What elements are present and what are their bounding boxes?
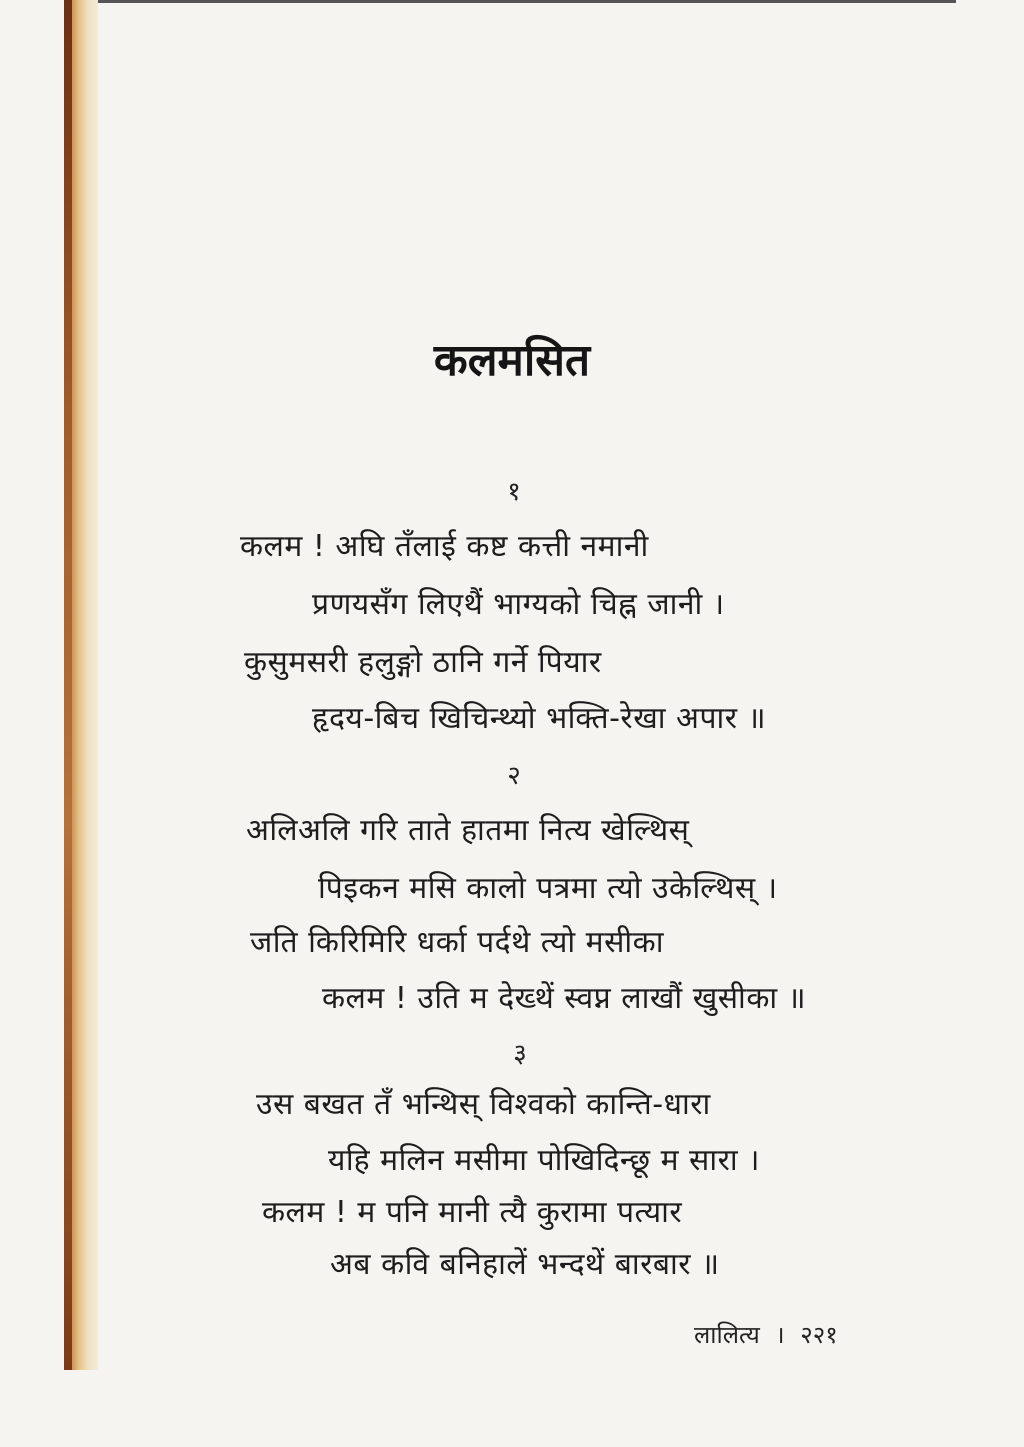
stanza-number: १	[507, 477, 521, 507]
poem-line: जति किरिमिरि धर्का पर्दथे त्यो मसीका	[250, 925, 664, 960]
page-number: २२१	[800, 1321, 838, 1349]
poem-line: कुसुमसरी हलुङ्गो ठानि गर्ने पियार	[244, 645, 602, 680]
page-top-edge	[96, 0, 956, 3]
page-footer	[694, 1318, 838, 1351]
stanza-number: ३	[513, 1039, 527, 1069]
book-title: लालित्य	[694, 1321, 760, 1349]
poem-line: कलम ! म पनि मानी त्यै कुरामा पत्यार	[262, 1195, 683, 1230]
poem-line: हृदय-बिच खिचिन्थ्यो भक्ति-रेखा अपार ॥	[312, 701, 767, 736]
poem-line: प्रणयसँग लिएथैं भाग्यको चिह्न जानी ।	[312, 587, 725, 622]
poem-line: अलिअलि गरि ताते हातमा नित्य खेल्थिस्	[246, 813, 690, 848]
footer-separator: ।	[775, 1321, 785, 1349]
poem-line: कलम ! उति म देख्थें स्वप्न लाखौं खुसीका ॥	[322, 981, 807, 1016]
poem-line: यहि मलिन मसीमा पोखिदिन्छू म सारा ।	[328, 1143, 761, 1178]
poem-title: कलमसित	[433, 335, 591, 386]
poem-line: कलम ! अघि तँलाई कष्ट कत्ती नमानी	[240, 529, 649, 564]
poem-line: पिइकन मसि कालो पत्रमा त्यो उकेल्थिस् ।	[318, 871, 778, 906]
poem-line: उस बखत तँ भन्थिस् विश्वको कान्ति-धारा	[256, 1087, 711, 1122]
book-spine-edge	[64, 0, 72, 1370]
poem-line: अब कवि बनिहालें भन्दथें बारबार ॥	[330, 1247, 720, 1282]
stanza-number: २	[507, 761, 521, 791]
